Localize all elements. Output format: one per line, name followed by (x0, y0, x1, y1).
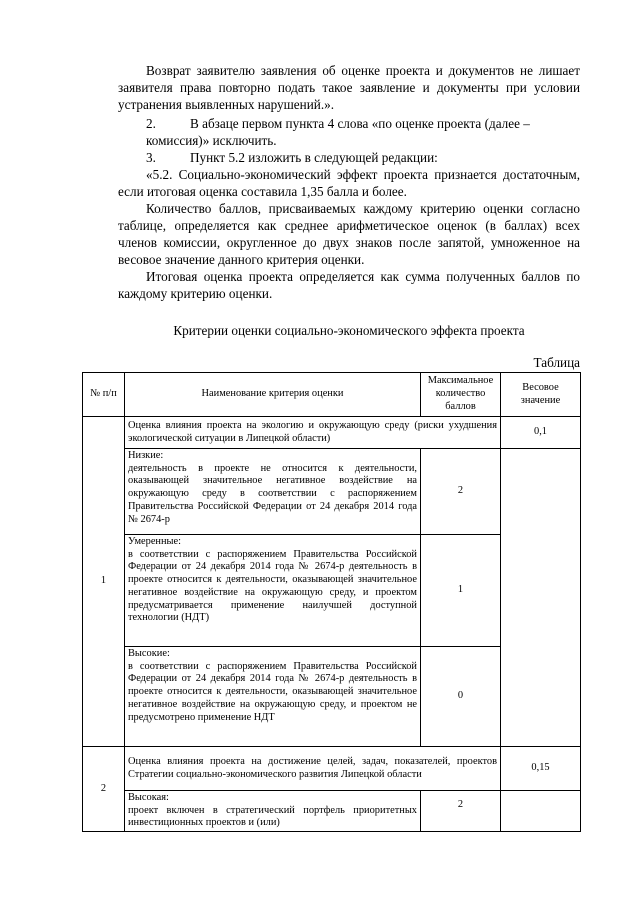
header-max: Максимальное количество баллов (421, 373, 501, 417)
row2-weight-empty (501, 791, 581, 832)
item-3-text: Пункт 5.2 изложить в следующей редакции: (190, 150, 438, 165)
item-3 (146, 149, 580, 166)
row2-criterion: Оценка влияния проекта на достижение целей, задач, показателей, проектов Стратегии социально-экономического развития Липецкой области (125, 747, 501, 791)
row1-weight: 0,1 (501, 417, 581, 449)
row1-criterion: Оценка влияния проекта на экологию и окружающую среду (риски ухудшения экологической ситуации в Липецкой области) (125, 417, 501, 449)
header-num: № п/п (83, 373, 125, 417)
level-text: деятельность в проекте не относится к деятельности, оказывающей значительное негативное воздействие на окружающую среду в соответствии с распоряжением Правительства Российской Федерации от 24 декабря 2014 года № 2674-р (128, 462, 417, 525)
row1-level-low-score: 2 (421, 449, 501, 535)
item-2-number: 2. (146, 116, 156, 131)
table-row (83, 747, 581, 791)
header-weight: Весовое значение (501, 373, 581, 417)
level-name: Высокая: (128, 792, 169, 803)
paragraph-scoring: Количество баллов, присваиваемых каждому критерию оценки согласно таблице, определяется как среднее арифметическое оценок (в баллах) всех членов комиссии, округленное до двух знаков после запятой, умноженное на весовое значение данного критерия оценки. (118, 201, 580, 267)
level-text: проект включен в стратегический портфель приоритетных инвестиционных проектов и (или) (128, 804, 417, 829)
level-text: в соответствии с распоряжением Правительства Российской Федерации от 24 декабря 2014 года № 2674-р деятельность в проекте относится к деятельности, оказывающей значительное негативное воздействие на окружающую среду, и проектом предусматривается применение наилучшей доступной технологии (НДТ) (128, 548, 417, 624)
row2-level-high-score: 2 (421, 791, 501, 832)
criteria-table (82, 372, 581, 832)
row1-level-high (125, 647, 421, 747)
row1-weight-empty (501, 449, 581, 747)
row1-level-moderate-score: 1 (421, 535, 501, 647)
table-title: Критерии оценки социально-экономического эффекта проекта (173, 323, 525, 338)
table-row (83, 791, 581, 832)
level-name: Высокие: (128, 648, 170, 659)
table-label: Таблица (533, 355, 580, 370)
table-row (83, 449, 581, 535)
table-header-row (83, 373, 581, 417)
item-2 (146, 115, 580, 149)
row2-level-high (125, 791, 421, 832)
item-3-number: 3. (146, 150, 156, 165)
row1-num: 1 (83, 417, 125, 747)
paragraph-total: Итоговая оценка проекта определяется как сумма полученных баллов по каждому критерию оценки. (118, 269, 580, 301)
paragraph-5-2: «5.2. Социально-экономический эффект проекта признается достаточным, если итоговая оценка составила 1,35 балла и более. (118, 167, 580, 199)
row2-num: 2 (83, 747, 125, 832)
header-name: Наименование критерия оценки (125, 373, 421, 417)
table-row (83, 417, 581, 449)
level-name: Низкие: (128, 450, 164, 461)
paragraph-return-notice: Возврат заявителю заявления об оценке проекта и документов не лишает заявителя права повторно подать такое заявление и документы при условии устранения выявленных нарушений.». (118, 63, 580, 112)
level-text: в соответствии с распоряжением Правительства Российской Федерации от 24 декабря 2014 года № 2674-р деятельность в проекте относится к деятельности, оказывающей значительное негативное воздействие на окружающую среду, и проектом не предусмотрено применение НДТ (128, 660, 417, 723)
row1-level-low (125, 449, 421, 535)
row1-level-high-score: 0 (421, 647, 501, 747)
level-name: Умеренные: (128, 536, 182, 547)
row2-weight: 0,15 (501, 747, 581, 791)
item-2-text: В абзаце первом пункта 4 слова «по оценке проекта (далее – комиссия)» исключить. (146, 116, 530, 148)
row1-level-moderate (125, 535, 421, 647)
